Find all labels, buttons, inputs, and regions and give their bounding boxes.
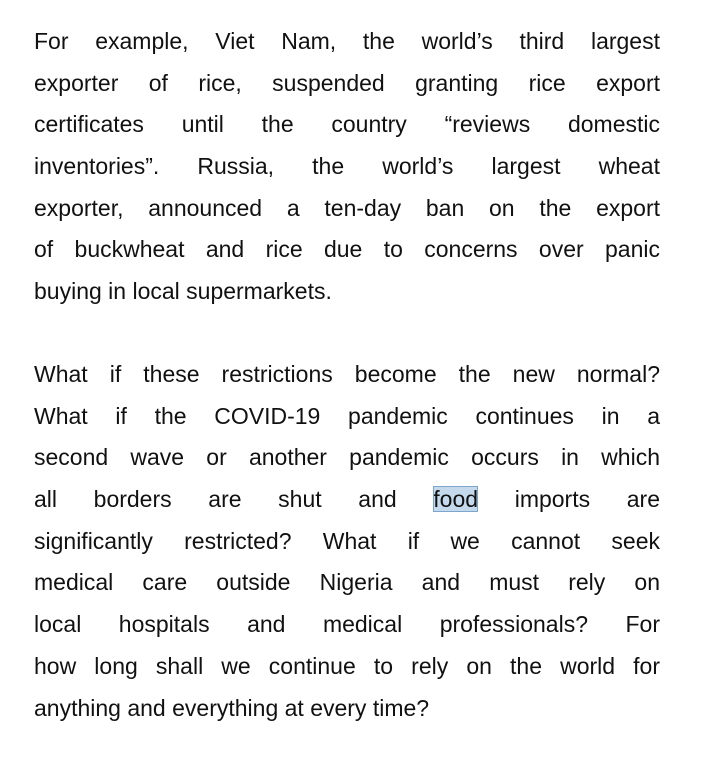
paragraph-export-restrictions xyxy=(34,24,660,316)
text-line: What if these restrictions become the new normal? xyxy=(34,361,660,387)
text-line: certificates until the country “reviews domestic xyxy=(34,111,660,138)
text-line: medical care outside Nigeria and must rely on xyxy=(34,569,660,596)
text-line: exporter, announced a ten-day ban on the export xyxy=(34,194,660,221)
text-line: significantly restricted? What if we cannot seek xyxy=(34,527,660,554)
text-segment: imports are xyxy=(478,486,660,513)
text-line: inventories”. Russia, the world’s largest wheat xyxy=(34,153,660,180)
text-line: second wave or another pandemic occurs in which xyxy=(34,444,660,471)
text-line: For example, Viet Nam, the world’s third largest xyxy=(34,28,660,54)
text-line: how long shall we continue to rely on the world for xyxy=(34,652,660,679)
text-line: anything and everything at every time? xyxy=(34,694,430,721)
text-segment: all borders are shut and xyxy=(34,486,434,513)
text-line: of buckwheat and rice due to concerns over panic xyxy=(34,236,660,263)
selected-word-food[interactable]: food xyxy=(433,486,479,513)
text-line: local hospitals and medical professionals? For xyxy=(34,611,660,638)
paragraph-what-if-questions xyxy=(34,357,660,732)
text-line-with-selection xyxy=(34,482,660,524)
text-line: exporter of rice, suspended granting rice export xyxy=(34,69,660,96)
text-line: What if the COVID-19 pandemic continues in a xyxy=(34,402,660,429)
text-line: buying in local supermarkets. xyxy=(34,278,332,305)
